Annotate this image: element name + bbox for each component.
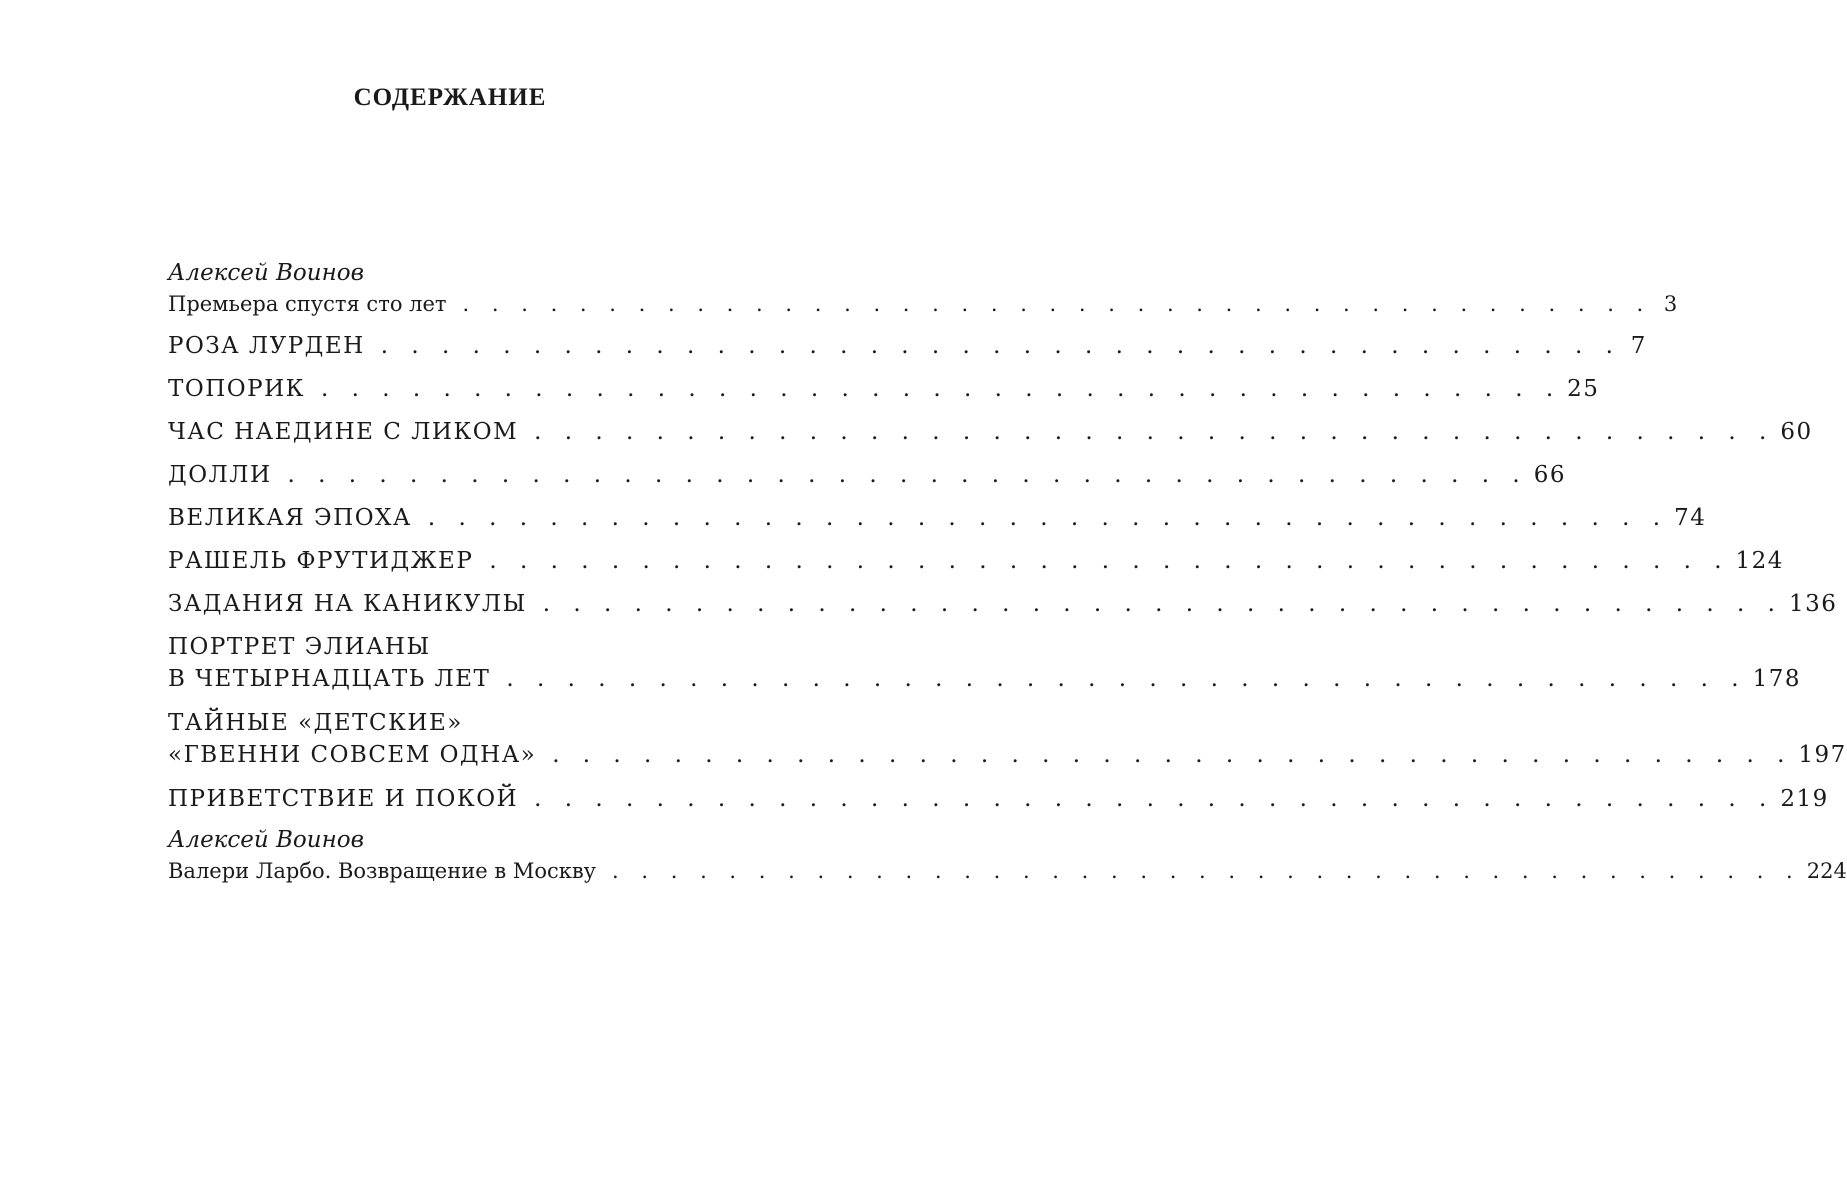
afterword-page-number: 224 bbox=[1806, 859, 1847, 883]
entry-page-number: 60 bbox=[1780, 419, 1813, 445]
preface-title: Премьера спустя сто лет bbox=[168, 292, 447, 316]
toc-entry bbox=[168, 502, 1707, 534]
dot-leader: . . . . . . . . . . . . . . . . . . . . . . . . . . . . . . . . . . . . . . . . . bbox=[427, 505, 1669, 531]
toc-entry bbox=[168, 545, 1784, 577]
toc-entry-two-line bbox=[168, 707, 1847, 771]
entry-title: ВЕЛИКАЯ ЭПОХА bbox=[168, 505, 412, 531]
entry-title: ЧАС НАЕДИНЕ С ЛИКОМ bbox=[168, 419, 519, 445]
table-of-contents bbox=[168, 258, 1847, 887]
dot-leader: . . . . . . . . . . . . . . . . . . . . . . . . . . . . . . . . . . . . . . . . . bbox=[542, 591, 1783, 617]
dot-leader: . . . . . . . . . . . . . . . . . . . . . . . . . . . . . . . . . . . . . . . . . bbox=[552, 742, 1793, 768]
entry-page-number: 7 bbox=[1630, 333, 1647, 359]
entry-title: ЗАДАНИЯ НА КАНИКУЛЫ bbox=[168, 591, 527, 617]
entry-title: ТОПОРИК bbox=[168, 376, 305, 402]
entry-page-number: 136 bbox=[1788, 591, 1838, 617]
entry-title-line1: ПОРТРЕТ ЭЛИАНЫ bbox=[168, 634, 431, 660]
preface-author: Алексей Воинов bbox=[168, 260, 364, 286]
entry-page-number: 25 bbox=[1567, 376, 1600, 402]
toc-entry-afterword bbox=[168, 825, 1847, 887]
dot-leader: . . . . . . . . . . . . . . . . . . . . . . . . . . . . . . . . . . . . . . . . . bbox=[534, 419, 1775, 445]
entry-title: РАШЕЛЬ ФРУТИДЖЕР bbox=[168, 548, 474, 574]
toc-entry bbox=[168, 459, 1566, 491]
afterword-title: Валери Ларбо. Возвращение в Москву bbox=[168, 859, 597, 883]
dot-leader: . . . . . . . . . . . . . . . . . . . . . . . . . . . . . . . . . . . . . . . . . bbox=[320, 376, 1562, 402]
page-title: СОДЕРЖАНИЕ bbox=[353, 84, 547, 111]
entry-title: ПРИВЕТСТВИЕ И ПОКОЙ bbox=[168, 786, 519, 812]
entry-page-number: 74 bbox=[1674, 505, 1707, 531]
dot-leader: . . . . . . . . . . . . . . . . . . . . . . . . . . . . . . . . . . . . . . . . . bbox=[612, 859, 1801, 883]
toc-entry bbox=[168, 373, 1600, 405]
dot-leader: . . . . . . . . . . . . . . . . . . . . . . . . . . . . . . . . . . . . . . . . . bbox=[462, 292, 1652, 316]
toc-entry bbox=[168, 783, 1829, 815]
toc-entry bbox=[168, 330, 1647, 362]
entry-page-number: 178 bbox=[1752, 666, 1801, 692]
dot-leader: . . . . . . . . . . . . . . . . . . . . . . . . . . . . . . . . . . . . . . . . . bbox=[506, 666, 1747, 692]
entry-page-number: 219 bbox=[1780, 786, 1829, 812]
entry-title-line2: В ЧЕТЫРНАДЦАТЬ ЛЕТ bbox=[168, 666, 491, 692]
entry-page-number: 124 bbox=[1735, 548, 1784, 574]
afterword-author: Алексей Воинов bbox=[168, 827, 364, 853]
entry-page-number: 66 bbox=[1533, 462, 1566, 488]
dot-leader: . . . . . . . . . . . . . . . . . . . . . . . . . . . . . . . . . . . . . . . . . bbox=[489, 548, 1730, 574]
preface-page-number: 3 bbox=[1663, 292, 1678, 316]
dot-leader: . . . . . . . . . . . . . . . . . . . . . . . . . . . . . . . . . . . . . . . . . bbox=[380, 333, 1621, 359]
entry-title: ДОЛЛИ bbox=[168, 462, 272, 488]
entry-title-line1: ТАЙНЫЕ «ДЕТСКИЕ» bbox=[168, 710, 463, 736]
dot-leader: . . . . . . . . . . . . . . . . . . . . . . . . . . . . . . . . . . . . . . . . . bbox=[287, 462, 1528, 488]
entry-title-line2: «ГВЕННИ СОВСЕМ ОДНА» bbox=[168, 742, 537, 768]
toc-entry-preface bbox=[168, 258, 1678, 320]
dot-leader: . . . . . . . . . . . . . . . . . . . . . . . . . . . . . . . . . . . . . . . . . bbox=[534, 786, 1775, 812]
entry-title: РОЗА ЛУРДЕН bbox=[168, 333, 365, 359]
toc-entry-two-line bbox=[168, 631, 1801, 695]
toc-entry bbox=[168, 416, 1813, 448]
entry-page-number: 197 bbox=[1798, 742, 1847, 768]
toc-entry bbox=[168, 588, 1838, 620]
